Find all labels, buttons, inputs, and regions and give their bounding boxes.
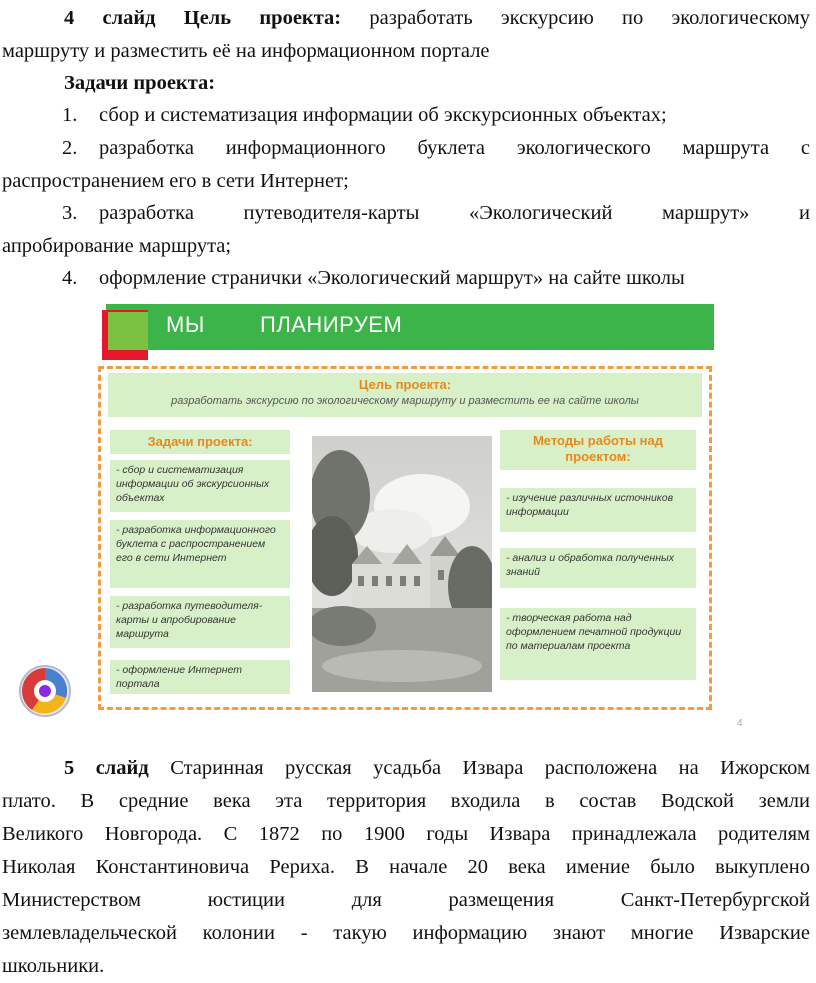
slide5-line6: землевладельческой колонии - такую информацию знают многие Изварские — [2, 922, 810, 944]
slide-methods-title: Методы работы над проектом: — [532, 433, 664, 464]
slide-task-text: - сбор и систематизация информации об экскурсионных объектах — [116, 464, 270, 504]
slide5-text: Старинная русская усадьба Извара расположена на Ижорском — [170, 757, 810, 779]
task-text: разработка информационного буклета экологического маршрута с — [99, 137, 810, 159]
slide5-line3: Великого Новгорода. С 1872 по 1900 годы Извара принадлежала родителям — [2, 823, 810, 845]
slide-tasks-title-box — [110, 430, 290, 454]
slide-header-green-square — [108, 312, 148, 350]
slide-header-word2: ПЛАНИРУЕМ — [260, 312, 403, 337]
slide5-line1 — [2, 752, 810, 785]
slide-method-text: - анализ и обработка полученных знаний — [506, 552, 674, 578]
slide-method-text: - творческая работа над оформлением печатной продукции по материалам проекта — [506, 612, 682, 652]
slide-task-text: - оформление Интернет портала — [116, 664, 242, 690]
slide-task-text: - разработка информационного буклета с распространением его в сети Интернет — [116, 524, 276, 564]
slide-image — [90, 298, 743, 742]
slide-method-box — [500, 548, 696, 588]
slide-task-box — [110, 596, 290, 648]
school-emblem-icon — [18, 664, 72, 723]
slide4-goal-text-1: разработать экскурсию по экологическому — [369, 7, 811, 29]
task-item-4 — [2, 262, 810, 295]
slide-task-box — [110, 460, 290, 512]
task-number: 3. — [62, 202, 78, 224]
slide-method-text: - изучение различных источников информации — [506, 492, 674, 518]
task-number: 4. — [62, 267, 78, 289]
slide-tasks-title: Задачи проекта: — [147, 434, 253, 449]
slide-task-box — [110, 660, 290, 694]
slide-goal-text: разработать экскурсию по экологическому маршруту и разместить ее на сайте школы — [171, 395, 639, 407]
slide5-line2: плато. В средние века эта территория входила в состав Водской земли — [2, 790, 810, 812]
slide4-label: 4 слайд — [64, 7, 156, 29]
slide4-tasks-label: Задачи проекта: — [64, 72, 216, 94]
slide-method-box — [500, 608, 696, 680]
slide-header-word1: МЫ — [166, 312, 205, 337]
slide-page-number: 4 — [737, 718, 743, 729]
slide4-goal-line1 — [2, 2, 810, 35]
task-text-continued: распространением его в сети Интернет; — [2, 170, 349, 192]
slide-method-box — [500, 488, 696, 532]
task-item-2 — [2, 132, 810, 198]
task-item-1 — [2, 99, 810, 132]
slide4-goal-label: Цель проекта: — [183, 7, 342, 29]
task-text: разработка путеводителя-карты «Экологический маршрут» и — [99, 202, 810, 224]
task-text-continued: апробирование маршрута; — [2, 235, 232, 257]
slide-task-text: - разработка путеводителя-карты и апробирование маршрута — [116, 600, 263, 640]
slide5-line4: Николая Константиновича Рериха. В начале 20 века имение было выкуплено — [2, 856, 810, 878]
task-number: 2. — [62, 137, 78, 159]
task-text: сбор и систематизация информации об экскурсионных объектах; — [99, 104, 667, 126]
slide-task-box — [110, 520, 290, 588]
slide-goal-box — [108, 373, 702, 417]
slide5-label: 5 слайд — [64, 757, 149, 779]
task-text: оформление странички «Экологический маршрут» на сайте школы — [99, 267, 685, 289]
slide4-goal-line2: маршруту и разместить её на информационном портале — [2, 40, 490, 62]
slide5-line5: Министерством юстиции для размещения Санкт-Петербургской — [2, 889, 810, 911]
task-number: 1. — [62, 104, 78, 126]
slide5-line7: школьники. — [2, 955, 105, 977]
manor-photo — [312, 436, 492, 692]
task-item-3 — [2, 197, 810, 263]
slide-goal-title: Цель проекта: — [358, 377, 452, 392]
slide-methods-title-box — [500, 430, 696, 470]
